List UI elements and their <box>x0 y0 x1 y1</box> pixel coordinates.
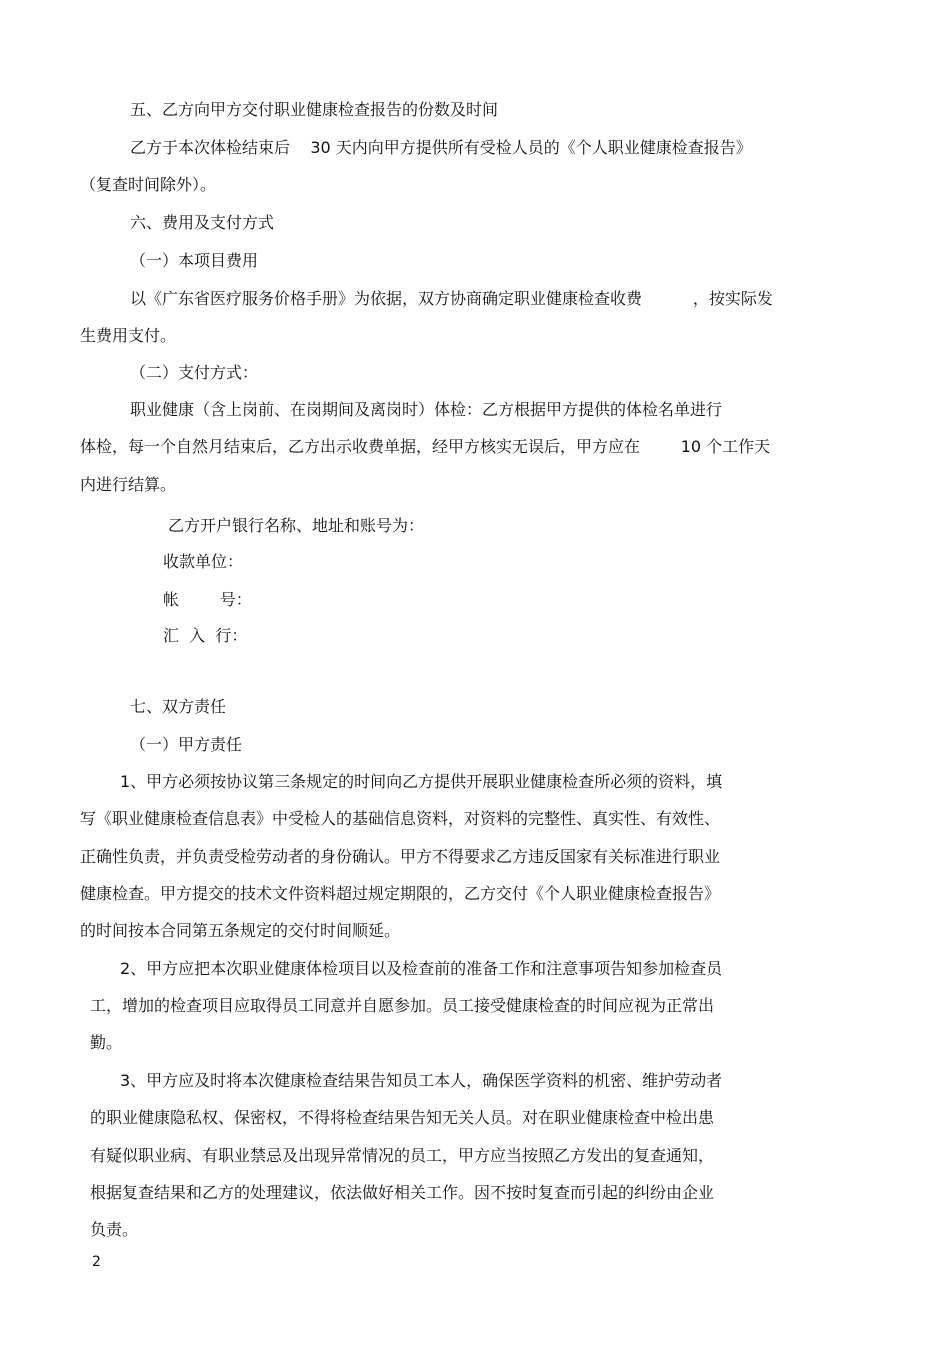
paragraph-line: 根据复查结果和乙方的处理建议，依法做好相关工作。因不按时复查而引起的纠纷由企业 <box>90 1183 715 1202</box>
paragraph-line: 3、甲方应及时将本次健康检查结果告知员工本人，确保医学资料的机密、维护劳动者 <box>120 1071 723 1090</box>
paragraph-line: 的职业健康隐私权、保密权，不得将检查结果告知无关人员。对在职业健康检查中检出患 <box>90 1108 715 1127</box>
bank-info-heading: 乙方开户银行名称、地址和账号为： <box>168 516 425 535</box>
bank-account-label: 帐 号： <box>163 590 252 609</box>
paragraph-line: 生费用支付。 <box>80 326 177 345</box>
bank-name-label: 汇 入 行： <box>163 626 248 645</box>
subsection-heading: （二）支付方式： <box>130 363 259 382</box>
bank-payee-label: 收款单位： <box>163 552 244 571</box>
paragraph-line: 体检，每一个自然月结束后，乙方出示收费单据，经甲方核实无误后，甲方应在 10 个工作天 <box>80 437 771 456</box>
paragraph-line: 工，增加的检查项目应取得员工同意并自愿参加。员工接受健康检查的时间应视为正常出 <box>90 996 715 1015</box>
paragraph-line: 有疑似职业病、有职业禁忌及出现异常情况的员工，甲方应当按照乙方发出的复查通知， <box>90 1146 715 1165</box>
paragraph-line: 的时间按本合同第五条规定的交付时间顺延。 <box>80 921 401 940</box>
paragraph-line: 内进行结算。 <box>80 475 177 494</box>
paragraph-line: 1、甲方必须按协议第三条规定的时间向乙方提供开展职业健康检查所必须的资料，填 <box>120 772 723 791</box>
paragraph-line: 勤。 <box>90 1033 123 1052</box>
paragraph-line: 乙方于本次体检结束后 30 天内向甲方提供所有受检人员的《个人职业健康检查报告》 <box>130 138 752 157</box>
section-5-heading: 五、乙方向甲方交付职业健康检查报告的份数及时间 <box>130 100 499 119</box>
paragraph-line: 职业健康（含上岗前、在岗期间及离岗时）体检：乙方根据甲方提供的体检名单进行 <box>130 400 723 419</box>
paragraph-line: 写《职业健康检查信息表》中受检人的基础信息资料，对资料的完整性、真实性、有效性、 <box>80 809 721 828</box>
paragraph-line: 以《广东省医疗服务价格手册》为依据，双方协商确定职业健康检查收费 ，按实际发 <box>130 289 773 308</box>
page-number: 2 <box>92 1254 101 1270</box>
section-6-heading: 六、费用及支付方式 <box>130 213 275 232</box>
section-7-heading: 七、双方责任 <box>130 697 227 716</box>
paragraph-line: （复查时间除外）。 <box>80 175 217 194</box>
paragraph-line: 正确性负责，并负责受检劳动者的身份确认。甲方不得要求乙方违反国家有关标准进行职业 <box>80 847 721 866</box>
subsection-heading: （一）本项目费用 <box>130 251 259 270</box>
paragraph-line: 负责。 <box>90 1220 139 1239</box>
paragraph-line: 健康检查。甲方提交的技术文件资料超过规定期限的，乙方交付《个人职业健康检查报告》 <box>80 884 721 903</box>
paragraph-line: 2、甲方应把本次职业健康体检项目以及检查前的准备工作和注意事项告知参加检查员 <box>120 959 723 978</box>
subsection-heading: （一）甲方责任 <box>130 735 243 754</box>
